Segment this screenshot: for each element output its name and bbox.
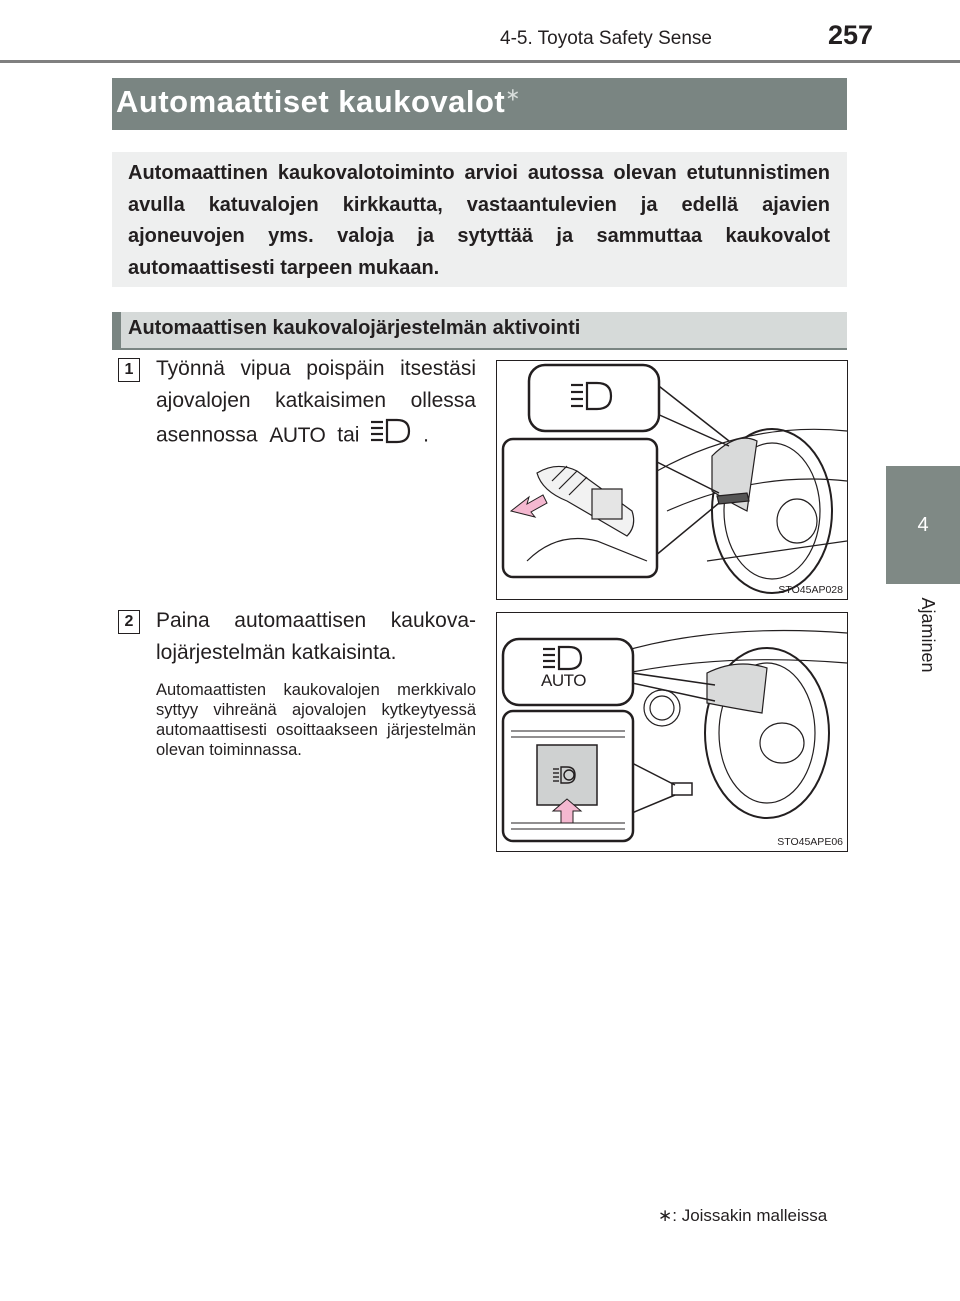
footnote-marker: ∗	[658, 1206, 673, 1225]
footnote	[658, 1206, 827, 1226]
header-section-title: 4-5. Toyota Safety Sense	[500, 28, 712, 49]
high-beam-icon	[369, 417, 413, 455]
figure-2-illustration	[497, 613, 847, 851]
chapter-tab-label: Ajaminen	[918, 597, 938, 673]
step-1-number: 1	[118, 358, 140, 382]
intro-text: Automaattinen kaukovalotoiminto arvioi autossa olevan etutunnistimen avulla katuvalojen kirkkautta, vastaantulevien ja edellä ajavien ajoneuvojen yms. valoja ja sytyttää ja sammuttaa kaukovalot automaattisesti tarpeen mukaan.	[128, 162, 830, 279]
page-title	[116, 84, 521, 120]
page-number: 257	[828, 20, 874, 50]
figure-2-auto-label: AUTO	[541, 671, 586, 690]
step-1-text-after: .	[423, 423, 429, 447]
figure-auto-high-beam-switch	[496, 612, 848, 852]
step-2-note: Automaattisten kaukovalojen merkkivalo syttyy vihreänä ajovalojen kytkeytyessä automaattisesti osoittaakseen järjestelmän olevan toiminnassa.	[156, 681, 476, 759]
subsection-title: Automaattisen kaukovalojärjestelmän aktivointi	[128, 317, 581, 339]
auto-position-label: AUTO	[269, 423, 326, 447]
chapter-tab-number: 4	[886, 466, 960, 584]
page-title-text: Automaattiset kaukovalot	[116, 84, 506, 119]
step-2-text: Paina automaattisen kaukovalojärjestelmän katkaisinta.	[156, 609, 476, 664]
figure-1-illustration	[497, 361, 847, 599]
step-2-number: 2	[118, 610, 140, 634]
footnote-text: : Joissakin malleissa	[672, 1206, 828, 1225]
header-divider	[0, 60, 960, 63]
figure-1-code: STO45AP028	[778, 584, 843, 596]
step-1-text	[156, 353, 476, 455]
figure-headlight-lever	[496, 360, 848, 600]
title-footnote-marker: ∗	[505, 84, 521, 105]
step-1-text-before: Työnnä vipua poispäin itsestäsi ajovalojen katkaisimen ollessa asennossa	[156, 357, 476, 447]
figure-2-code: STO45APE06	[777, 836, 843, 848]
step-1-text-mid: tai	[337, 423, 360, 447]
